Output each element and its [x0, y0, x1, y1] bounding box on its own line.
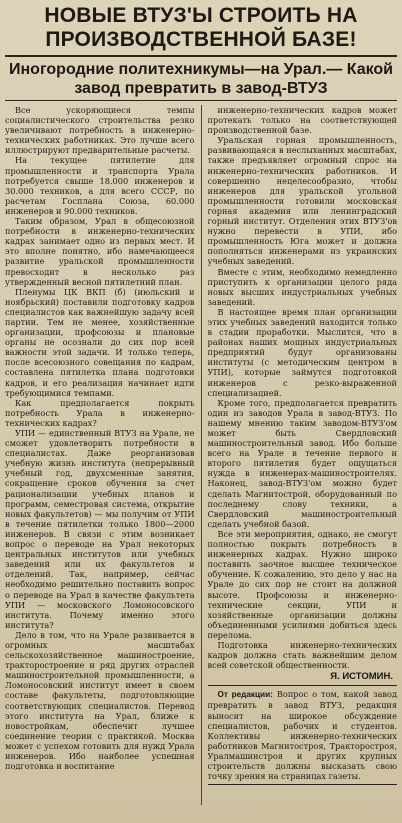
paragraph: Уральская горная промышленность, развивающаяся в неслыханных масштабах, также предъявляет огромный спрос на инженерно-технических работников. И совершенно нецелесообразно, чтобы инженеров для уральской угольной промышленности готовили московская горная академия или ленинградский горный институт. Отделения этих ВТУЗ'ов нужно перевести в УПИ, ибо промышленность Юга может и должна пополняться инженерами из украинских учебных заведений.	[207, 135, 397, 267]
paragraph: инженерно-технических кадров может протекать только на соответствующей производственной базе.	[207, 105, 397, 136]
paragraph: Таким образом, Урал в общесоюзной потребности в инженерно-технических кадрах занимает одно из первых мест. И это вполне понятно, ибо намечающееся развитие уральской промышленности превосходит в несколько раз утвержденный весной пятилетний план.	[5, 216, 195, 287]
paragraph: В настоящее время план организации этих учебных заведений находится только в стадии проработки. Мыслится, что в районах наших мощных индустриальных предприятий будут организованы институты (с методическим центром в УПИ), которые займутся подготовкой инженеров с резко-выраженной специализацией.	[207, 306, 397, 398]
paragraph: Все ускоряющиеся темпы социалистического строительства резко увеличивают потребность в инженерно-технических работниках. Это лучше всего иллюстрируют предварительные расчеты.	[5, 105, 195, 156]
paragraph: Дело в том, что на Урале развивается в огромных масштабах сельскохозяйственное машиностроение, тракторостроение и ряд других отраслей машиностроительной промышленности, а Ломоносовский институт имеет в своем составе факультеты, подготовляющие соответствующих специалистов. Перевод этого института на Урал, ближе к новостройкам, обеспечит лучшее соединение теории с практикой. Москва может с успехом готовить для нужд Урала инженеров. Ибо наиболее успешная подготовка и воспитание	[5, 629, 195, 772]
author-signature: Я. ИСТОМИН.	[330, 671, 393, 683]
right-column	[208, 105, 398, 805]
paragraph: На текущее пятилетие для промышленности и транспорта Урала потребуется свыше 18.000 инженеров и 30.000 техников, а для всего СССР, по расчетам Госплана Союза, 60.000 инженеров и 90.000 техников.	[5, 155, 195, 216]
headline: НОВЫЕ ВТУЗ'Ы СТРОИТЬ НА ПРОИЗВОДСТВЕННОЙ БАЗЕ!	[44, 4, 358, 51]
paragraph: УПИ — единственный ВТУЗ на Урале, не сможет удовлетворить потребности в специалистах. Даже реорганизовав учебную жизнь института (непрерывный учебный год, двухсменные занятия, сокращение сроков обучения за счет рационализации учебных планов и программ, семестровая система, открытие новых факультетов) — мы получим от УПИ в течение пятилетки только 1800—2000 инженеров. В связи с этим возникает вопрос о переводе на Урал некоторых центральных институтов или учебных заведений или их факультетов и отделений. Так, например, сейчас необходимо решительно поставить вопрос о переводе на Урал в качестве факультета УПИ — московского Ломоносовского института. Почему именно этого института?	[5, 428, 195, 630]
paragraph: Пленумы ЦК ВКП (б) (июльский и ноябрьский) поставили подготовку кадров специалистов как важнейшую задачу всей партии. Тем не менее, хозяйственные организации, профсоюзы и плановые органы не осознали до сих пор всей важности этой задачи. И только теперь, после всесоюзного совещания по кадрам, составлена пятилетка плана подготовки кадров, и его реализация начинает идти требующимися темпами.	[5, 286, 195, 398]
editorial-text: Вопрос о том, какой завод превратить в завод ВТУЗ, редакция выносит на широкое обсуждение специалистов, рабочих и студентов. Коллективы инженерно-технических работников Магнитостроя, Тракторостроя, Уралмашинстроя и других крупных строительств должны высказать свою точку зрения на страницах газеты.	[207, 689, 397, 782]
paragraph: Кроме того, предполагается превратить один из заводов Урала в завод-ВТУЗ. По нашему мнению таким заводом-ВТУЗ'ом может быть Свердловский машиностроительный завод. Ибо больше всего на Урале в течение первого и второго пятилетия будет ощущаться нужда в инженерах-машиностроителях. Наконец, завод-ВТУЗ'ом можно будет сделать Магнитострой, оборудованный по последнему слову техники, а Свердловский машиностроительный сделать учебной базой.	[207, 397, 397, 529]
editorial-note	[208, 685, 398, 785]
editorial-label: От редакции:	[217, 690, 273, 700]
paragraph: Подготовка инженерно-технических кадров должна стать важнейшим делом всей советской общественности.	[207, 639, 397, 671]
paragraph: Как предполагается покрыть потребность Урала в инженерно-технических кадрах?	[5, 397, 195, 428]
subheadline-rule	[5, 100, 397, 101]
headline-rule	[5, 55, 397, 57]
subheadline: Иногородние политехникумы—на Урал.— Какой завод превратить в завод-ВТУЗ	[9, 61, 393, 97]
left-column	[5, 105, 195, 805]
article-columns	[5, 105, 397, 805]
paragraph: Все эти мероприятия, однако, не смогут полностью покрыть потребность в инженерных кадрах. Нужно широко поставить заочное высшее техническое обучение. К сожалению, это дело у нас на Урале до сих пор не стоит на должной высоте. Профсоюзы и инженерно-технические секции, УПИ и хозяйственные организации должны объединенными усилиями добиться здесь перелома.	[207, 528, 397, 640]
paragraph: Вместе с этим, необходимо немедленно приступить к организации целого ряда новых высших индустриальных учебных заведений.	[207, 266, 397, 307]
column-divider	[201, 105, 202, 805]
